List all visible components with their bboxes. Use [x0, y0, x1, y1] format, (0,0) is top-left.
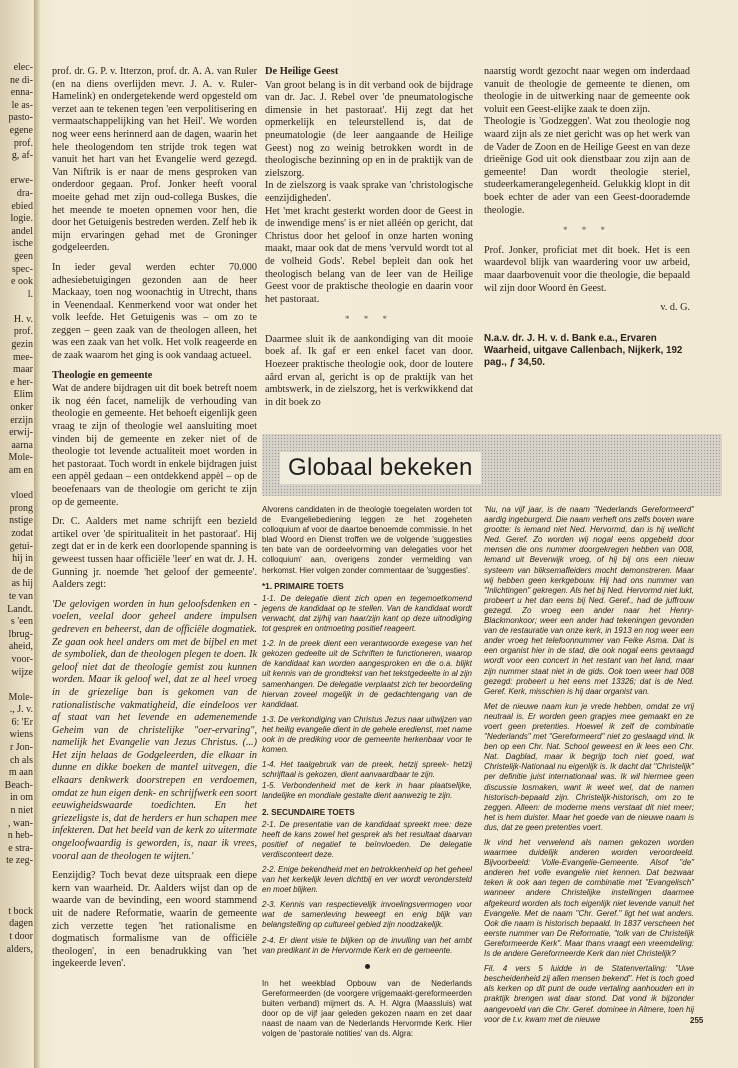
fragment-line: elec- [13, 62, 33, 73]
fragment-line: wiens [9, 729, 33, 741]
paragraph: Daarmee sluit ik de aankondiging van dit mooie boek af. Ik gaf er een enkel facet van door. Hoezeer praktische theologie ook, door de loutere aârd ervan al, gericht is op de praktijk van het ambtswerk, in de zielszorg, het is verkwikkend dat in dit boek zo [265, 333, 473, 408]
fragment-line: spec- [11, 263, 33, 275]
fragment-line: as hij [11, 578, 33, 590]
paragraph: Alvorens candidaten in de theologie toegelaten worden tot de Evangeliebediening leggen ze het zogeheten colloquium af voor de daartoe benoemde commissie. In het blad Woord en Dienst troffen we de volgende 'suggesties ten bate van de oordeelvorming van delegaties voor het colloquium' aan, overigens zonder vermelding van herkomst. Hier volgen zonder commentaar de 'suggesties'. [262, 505, 472, 575]
item: 1-5. Verbondenheid met de kerk in haar plaatselijke, landelijke en mondiale gestalte dient aanwezig te zijn. [262, 781, 472, 801]
fragment-line [0, 893, 33, 906]
fragment-line: hij in [12, 553, 33, 565]
fragment-line: ebied [11, 200, 33, 212]
fragment-line: prof. [13, 137, 33, 149]
fragment-line: logie. [10, 213, 33, 225]
fragment-line: te zeg- [6, 855, 33, 867]
paragraph: Het 'met kracht gesterkt worden door de Geest in de inwendige mens' is er niet alléén op gericht, dat Christus door het geloof in onze harten woning maakt, maar ook dat de mens 'vervuld wordt tot al de volheid Gods'. Rebel bepleit dan ook het theologisch belang van de leer van de Heilige Geest voor de praktische theologie en daarin voor het pastoraat. [265, 205, 473, 305]
fragment-line: n heb- [7, 830, 33, 842]
fragment-line: , wan- [8, 817, 33, 829]
paragraph: Theologie is 'Godzeggen'. Wat zou theologie nog waard zijn als ze niet gericht was op het werk van de Vader de Zoon en de Heilige Geest en van deze drieënige God uit ook dienstbaar zou zijn aan de gemeente! Dan wordt theologie steriel, studeerkamerangelegenheid. Gelukkig klopt in dit boek echter de ader van een Geest-doorademde theologie. [484, 116, 690, 216]
section-title: Globaal bekeken [280, 452, 481, 484]
fragment-line: ch als [9, 754, 33, 766]
fragment-line: r Jon- [9, 742, 33, 754]
fragment-line: vloed [10, 490, 33, 502]
paragraph: In de zielszorg is vaak sprake van 'christologische eenzijdigheden'. [265, 180, 473, 204]
separator-asterisks: * * * [563, 225, 611, 236]
globaal-column-left [262, 505, 472, 1044]
fragment-line: andel [11, 225, 33, 237]
quote-paragraph: Ik vind het verwelend als namen gekozen worden waarmee duidelijk anderen worden veroordeeld. Bijvoorbeeld: Volle-Evangelie-Gemeente. Alsof "de" anderen het volle evangelie niet kennen. Dat bezwaar teken ik ook aan tegen de combinatie met "Evangelisch" wanneer andere Christelijke instellingen daarmee afgekeurd worden als toch eigenlijk niet levende vanuit het Evangelie. Met de naam "Chr. Geref." ligt het wat anders. Ook die naam is historisch bepaald. In 1837 verscheen het eerste nummer van De Reformatie, "tolk van de Christelijk Gereformeerde Kerk". Maar thans vraagt een vreemdeling: Is de andere Gereformeerde Kerk dan niet Christelijk? [484, 838, 694, 959]
fragment-line: alders, [6, 943, 33, 955]
fragment-line: e stra- [8, 842, 33, 854]
fragment-line: voor- [11, 653, 33, 665]
fragment-line: m aan [8, 767, 33, 779]
gutter-shadow [34, 0, 40, 1068]
fragment-line [0, 679, 33, 692]
paragraph: Van groot belang is in dit verband ook de bijdrage van dr. Jac. J. Rebel over 'de pneumatologische dimensie in het pastoraat'. Hij zegt dat het opmerkelijk en teleurstellend is, dat de pneumatologie (de leer aangaande de Heilige Geest) nog zo weinig betrokken wordt in de theologische bezinning op en in de praktijk van de zielszorg. [265, 79, 473, 179]
paragraph: In ieder geval werden echter 70.000 adhesiebetuigingen gezonden aan de heer Mackaay, toen nog woonachtig in Utrecht, thans in Veenendaal. Kenmerkend voor wat onder het volk leefde. Het Getuigenis was – om zo te zeggen – geen zaak van de theologen alleen, het was een zaak van het volk. Het volk reageerde en de zaak waarom het ging is ook vandaag actueel. [52, 261, 257, 362]
fragment-line: 6: 'Er [11, 716, 33, 728]
item: 1-3. De verkondiging van Christus Jezus naar uitwijzen van het heilig evangelie dient in de gehele eredienst, met name ook in de prediking voor de gemeente herkenbaar voor te komen. [262, 714, 472, 755]
fragment-line [0, 301, 33, 314]
fragment-line: aarna [11, 439, 33, 451]
fragment-line: pasto- [8, 112, 33, 124]
fragment-line: in om [9, 792, 33, 804]
item: 1-2. In de preek dient een verantwoorde exegese van het gekozen gedeelte uit de Schriften te functioneren, waarop de kandidaat kan worden aangesproken en die o.a. blijkt uit kennis van de grondtekst van het tekstgedeelte in al zijn samenhangen. De delegatie verplaatst zich ter beoordeling hiervan zoveel mogelijk in de gedachtengang van de kandidaat. [262, 639, 472, 709]
item: 1-4. Het taalgebruik van de preek, hetzij spreek- hetzij schrijftaal is gekozen, dient aanvaardbaar te zijn. [262, 760, 472, 780]
book-reference: N.a.v. dr. J. H. v. d. Bank e.a., Ervaren Waarheid, uitgave Callenbach, Nijkerk, 192 pag., ƒ 34,50. [484, 332, 683, 368]
fragment-line: e her- [10, 376, 33, 388]
fragment-line: prof. [13, 326, 33, 338]
fragment-line: g, af- [11, 150, 33, 162]
fragment-line: geen [14, 250, 33, 262]
fragment-line: zodat [11, 527, 33, 539]
fragment-line: Elim [13, 389, 33, 401]
fragment-line: egene [9, 124, 33, 136]
paragraph: Eenzijdig? Toch bevat deze uitspraak een diepe kern van waarheid. Dr. Aalders wijst dan op de waarde van de bevinding, een woord stammend uit de nadere Reformatie, waarin de gemeente zich verzette tegen 'het rationalisme en dogmatisch formalisme van de officiële theologen', in een benadrukking van 'het ingekeerde leven'. [52, 870, 257, 970]
fragment-line: dra- [16, 187, 33, 199]
fragment-line: Beach- [4, 779, 33, 791]
fragment-line: erwij- [9, 427, 33, 439]
bullet-separator [365, 964, 370, 969]
fragment-line: te van [8, 590, 33, 602]
article-column-2 [265, 66, 473, 416]
fragment-line: prong [9, 502, 33, 514]
item: 1-1. De delegatie dient zich open en tegemoetkomend jegens de kandidaat op te stellen. Van de kandidaat wordt verwacht, dat zij/hij van haar/zijn kant op deze uitnodiging tot gesprek en ontmoeting positief reageert. [262, 593, 472, 634]
paragraph: In het weekblad Opbouw van de Nederlands Gereformeerden (de voorgere vrijgemaakt-gereformeerden buiten verband) mijmert ds. A. H. Algra (Maassluis) wat door op de vijf jaar geleden gekozen naam en zet daar naast de naam van de Nederlands Hervormde Kerk. Hier volgen de 'pastorale notities' van ds. Algra: [262, 978, 472, 1039]
fragment-line: t bock [8, 905, 33, 917]
section-heading: De Heilige Geest [265, 66, 339, 77]
fragment-line: gezin [11, 339, 33, 351]
quote: 'De gelovigen worden in hun geloofsdenken en -voelen, veelal door geheel andere impulsen gedreven en beheerst, dan de officiële dogmatiek. Ze gaan ook heel anders om met de bijbel en met de symboliek, dan de theologen plegen te doen. Ik geloof niet dat de theologie gemist zou kunnen worden. Maar ik geloof wel, dat ze al heel vroeg in de griezelige ban is gekomen van de rationalistische vakmatigheid, die eindeloos ver af staat van het levende en ademenemende Geheim van de christelijke "oer-ervaring", namelijk het Evangelie van Jezus Christus. (...) Het zijn helaas de Godgeleerden, die elkaar in dunne en dikke boeken de mantel uitvegen, die elkaars denkwerk doorstrepen en verdoemen, omdat ze hun eigen denk- en schrijfwerk een soort eeuwigheidswaarde toedichten. En het griezeligste is, dat de herders er hun schapen mee infekteren. Dat het beeld van de kerk zo uitermate ongeloofwaardig is geworden, is, naar ik vrees, vooral aan de theologen te wijten.' [52, 598, 257, 862]
fragment-line: ne di- [9, 74, 33, 86]
item: 2-2. Enige bekendheid met en betrokkenheid op het geheel van het kerkelijk leven dichtbij en ver wordt verondersteld en moet blijken. [262, 865, 472, 895]
fragment-line: t door [9, 930, 33, 942]
fragment-line: ., J. v. [9, 704, 33, 716]
fragment-line: getui- [9, 540, 33, 552]
fragment-line: s 'een [10, 616, 33, 628]
globaal-column-right [484, 505, 694, 1030]
fragment-line: l. [27, 288, 33, 300]
quote-paragraph: Fil. 4 vers 5 luidde in de Statenvertaling: "Uwe bescheidenheid zij allen mensen bekend". Het is toch goed als kerken op dit punt de oude vertaling aanhouden en in praktijk brengen wat daar stond. Dat vond ik bijzonder aangevoeld van die Chr. Geref. domineе in Almere, toen hij voor de t.v. kwam met de nieuwe [484, 964, 694, 1024]
fragment-line: e ook [11, 276, 33, 288]
section-heading: Theologie en gemeente [52, 369, 153, 381]
fragment-line: onker [10, 402, 33, 414]
fragment-line [0, 881, 33, 894]
fragment-line: aheid, [8, 641, 33, 653]
item: 2-4. Er dient visie te blijken op de invulling van het ambt van predikant in de Hervormde Kerk en de gemeente. [262, 935, 472, 955]
item: 2-1. De presentatie van de kandidaat spreekt mee: deze heeft de kans zowel het gesprek als het resultaat daarvan positief of negatief te beïnvloeden. De delegatie verdisconteert deze. [262, 819, 472, 859]
fragment-line [0, 868, 33, 881]
fragment-line: maar [13, 364, 33, 376]
fragment-line [0, 478, 33, 491]
fragment-line: am en [8, 465, 33, 476]
item: 2-3. Kennis van respectievelijk invoelingsvermogen voor wat de samenleving beweegt en enig blijk van belangstelling op cultureel gebied zijn noodzakelijk. [262, 900, 472, 930]
fragment-line: Mole- [8, 691, 33, 703]
subheading: *1. PRIMAIRE TOETS [262, 581, 344, 591]
fragment-line: lbrug- [8, 628, 33, 640]
paragraph: prof. dr. G. P. v. Itterzon, prof. dr. A. A. van Ruler (en na diens overlijden mevr. J. A. v. Ruler-Hamelink) en ondergetekende werd opgesteld om verzet aan te tekenen tegen 'een verpolitisering en vermaatschappelijking van het Heil'. We worden nog weer eens herinnerd aan de dagen, waarin het hele theologendom ten strijde trok tegen wat vanuit het hart van het Evangelie werd gezegd. Van Niftrik is er naar de mens gesproken van onderdoor gegaan. Prof. Jonker heeft vooral moeite gehad met zijn oud-collega Buskes, die het meende te moeten opnemen voor hen, die door het Getuigenis bestreden werden. Zelf heb ik mijn ervaringen gehad met de Groninger godgeleerden. [52, 66, 257, 254]
fragment-line: H. v. [13, 313, 33, 325]
fragment-line: n niet [10, 805, 33, 817]
quote-paragraph: 'Nu, na vijf jaar, is de naam "Nederlands Gereformeerd" aardig ingeburgerd. Die naam verheft ons zelfs boven ware grootte: Is iemand niet Ned. Hervormd, dan is hij wellicht Ned. Geref. Zo worden wij nogal eens opgebeld door mensen die ons nummer doorgekregen hebben van 008, lemand uit Beverwijk vroeg, of hij bij ons een nieuw systeem van bliksemafleiders mocht demonstreren. Maar wij hebben geen kerkgebouw. Hij had ons nummer van "Inlichtingen" gekregen. Als het bij Ned. Hervormd niet lukt, probeert u het dan eens bij Ned. Geref., had de juffrouw gezegd. Zo vroeg een ander naar het Henry-Blackmonkoor; weer een ander had tekeningen gevonden van de restauratie van onze kerk, in 1913 en nog weer een ander vroeg het telefoonnummer van Feike Asma. Dat is een organist hier in de stad, die ook nogal eens gevraagd wordt voor een concert in het restant van het land, maar zijn nummer staat niet in de gids. Ook toen weer had 008 gezegd: probeert u het eens met 13326; dat is de Ned. Geref. Kerk, misschien is hij daar organist van. [484, 505, 694, 696]
fragment-line: enna- [10, 87, 33, 99]
fragment-line: mee- [13, 351, 33, 363]
subheading: 2. SECUNDAIRE TOETS [262, 807, 355, 817]
paragraph: Dr. C. Aalders met name schrijft een bezield artikel over 'de spiritualiteit in het pastoraat'. Hij zegt dat er in de kerk een doorlopende spanning is geweest tussen haar officiële 'leer' en wat dr. J. H. Gunning jr. noemde 'het geloof der gemeente'. Aalders zegt: [52, 516, 257, 591]
page-number: 255 [690, 1016, 704, 1025]
separator-asterisks: * * * [345, 314, 393, 325]
paragraph: naarstig wordt gezocht naar wegen om inderdaad vanuit de theologie de gemeente te dienen, om theologie in de uitwerking naar de gemeente ook voluit een Geest-elijke zaak te doen zijn. [484, 66, 690, 115]
fragment-line: Landt. [7, 603, 33, 615]
paragraph: Wat de andere bijdragen uit dit boek betreft noem ik nog één facet, namelijk de verhouding van theologie en gemeente. Het behoeft eigenlijk geen vraag te zijn of theologie wel aansluiting moet vinden bij de gemeente en zeker niet of de theologie tot levende actualiteit moet worden in het pastoraat. Toch wordt in enkele bijdragen juist een appèl gedaan – een ontdekkend appèl – op de beoefenaars van de theologie om gericht te zijn op de gemeente. [52, 383, 257, 508]
article-column-3 [484, 66, 690, 369]
paragraph: Prof. Jonker, proficiat met dit boek. Het is een waardevol blijk van waardering voor uw arbeid, maar daarbovenuit voor die theologie, die bepaald wil zijn door Woord èn Geest. [484, 244, 690, 294]
fragment-line: de de [11, 565, 33, 577]
article-column-1 [52, 66, 257, 978]
section-banner [262, 434, 722, 496]
fragment-line: nstige [9, 515, 33, 527]
fragment-line: erwe- [10, 175, 33, 187]
fragment-line: erzijn [10, 414, 33, 426]
quote-paragraph: Met de nieuwe naam kun je vrede hebben, omdat ze vrij neutraal is. Er worden geen grapjes mee gemaakt en ze voert geen pretenties. Hoewel ik zelf de combinatie "Nederlands" met "Gereformeerd" niet zo geslaagd vind. Ik ben op een Chr. Nat. School geweest en ik lees een Chr. Nat. Dagblad, maar ik begrijp toch niet goed, wat Christelijk-Nationaal nu eigenlijk is. Ik dacht dat "Christelijk" per definitie juist internationaal was. Ik wil hiermee geen discussie losmaken, want ik weet wel, dat de namen historisch-bepaald zijn. Christelijk-historisch, om zo te zeggen. Alleen: de moderne mens verstaat dit niet meer; het is hem duister. Maar het goede van de nieuwe naam is dus, dat ze geen pretenties voert. [484, 701, 694, 832]
fragment-line: ische [12, 238, 33, 250]
previous-page-fragment [0, 62, 33, 956]
fragment-line: wijze [11, 666, 33, 678]
fragment-line: Mole- [8, 452, 33, 464]
fragment-line: le as- [11, 99, 33, 111]
fragment-line: dagen [9, 918, 33, 930]
author-signature: v. d. G. [660, 302, 690, 314]
fragment-line [0, 163, 33, 176]
